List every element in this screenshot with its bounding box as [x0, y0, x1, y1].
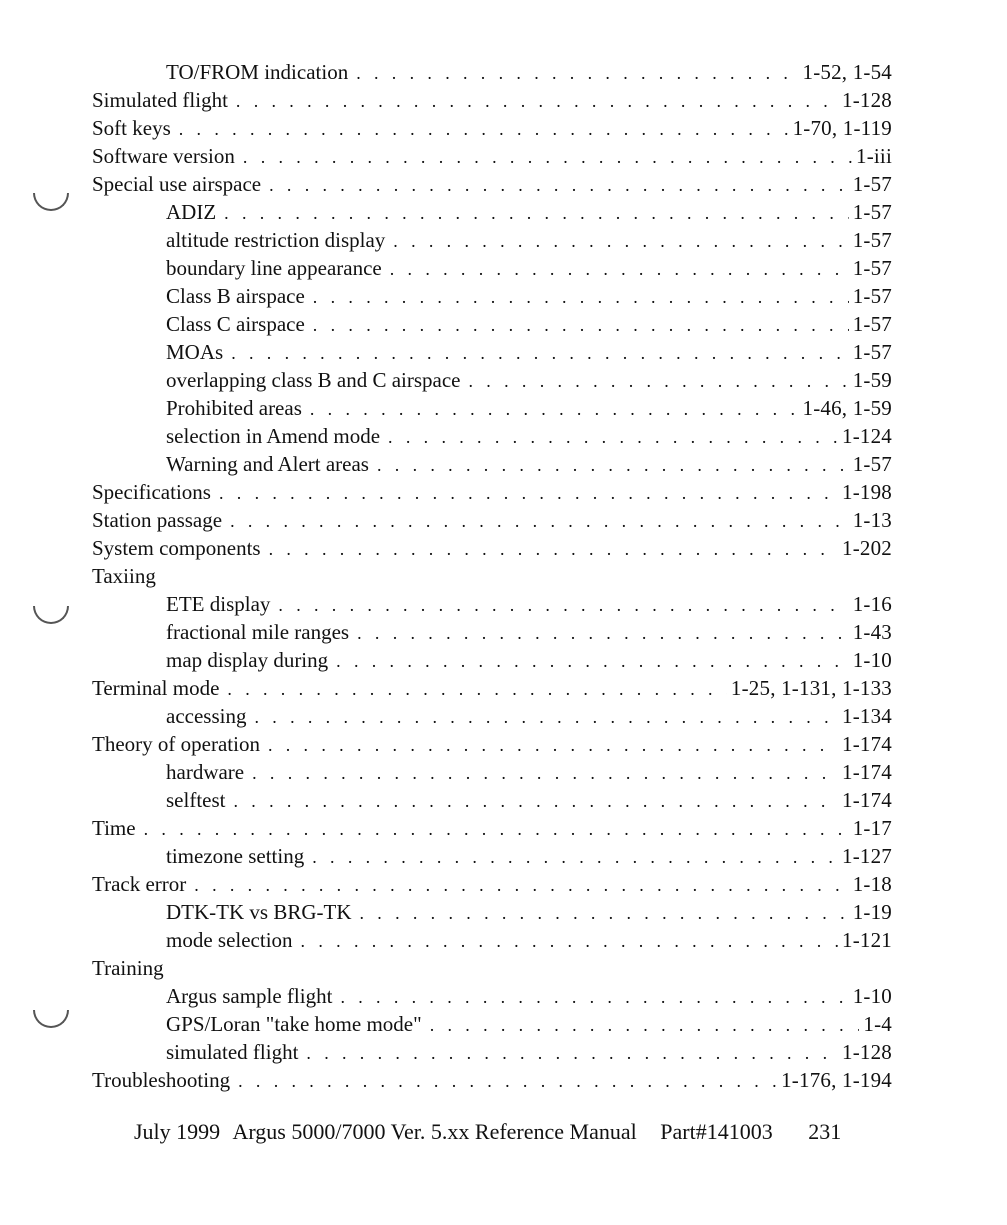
index-term: DTK-TK vs BRG-TK [166, 900, 352, 924]
index-subentry [92, 758, 892, 786]
index-term: Taxiing [92, 564, 156, 588]
dot-leader [278, 591, 848, 619]
index-page-refs: 1-57 [852, 172, 892, 196]
index-subentry [92, 198, 892, 226]
index-page-refs: 1-202 [842, 536, 892, 560]
index-page-refs: 1-176, 1-194 [781, 1068, 892, 1092]
index-term: GPS/Loran "take home mode" [166, 1012, 422, 1036]
index-page-refs: 1-57 [852, 284, 892, 308]
index-page-refs: 1-43 [852, 620, 892, 644]
dot-leader [179, 115, 789, 143]
index-entry [92, 674, 892, 702]
index-page-refs: 1-10 [852, 984, 892, 1008]
index-page-refs: 1-46, 1-59 [802, 396, 892, 420]
index-entry [92, 114, 892, 142]
index-subentry [92, 58, 892, 86]
index-subentry [92, 646, 892, 674]
index-term: selection in Amend mode [166, 424, 381, 448]
index-page-refs: 1-121 [842, 928, 892, 952]
index-term: ETE display [166, 592, 271, 616]
dot-leader [231, 339, 849, 367]
dot-leader [388, 423, 838, 451]
index-page-refs: 1-174 [842, 760, 892, 784]
index-page-refs: 1-174 [842, 732, 892, 756]
index-subentry [92, 254, 892, 282]
index-term: map display during [166, 648, 329, 672]
page-footer [134, 1117, 894, 1147]
dot-leader [390, 255, 849, 283]
index-term: Track error [92, 872, 187, 896]
index-page-refs: 1-57 [852, 452, 892, 476]
index-page-refs: 1-127 [842, 844, 892, 868]
dot-leader [340, 983, 848, 1011]
index-term: TO/FROM indication [166, 60, 349, 84]
dot-leader [313, 283, 849, 311]
index-subentry [92, 394, 892, 422]
footer-title: Argus 5000/7000 Ver. 5.xx Reference Manual [232, 1119, 637, 1144]
index-page-refs: 1-13 [852, 508, 892, 532]
index-entry [92, 86, 892, 114]
dot-leader [306, 1039, 838, 1067]
index-term: System components [92, 536, 261, 560]
index-term: Training [92, 956, 164, 980]
index-term: Prohibited areas [166, 396, 302, 420]
index-subentry [92, 366, 892, 394]
index-subentry [92, 982, 892, 1010]
index-page-refs: 1-134 [842, 704, 892, 728]
dot-leader [254, 703, 838, 731]
dot-leader [301, 927, 838, 955]
dot-leader [238, 1067, 777, 1095]
footer-part-number: Part#141003 [660, 1119, 773, 1144]
index-term: boundary line appearance [166, 256, 382, 280]
dot-leader [393, 227, 848, 255]
index-page-refs: 1-17 [852, 816, 892, 840]
index-page-refs: 1-25, 1-131, 1-133 [730, 676, 892, 700]
dot-leader [243, 143, 852, 171]
index-page-refs: 1-128 [842, 88, 892, 112]
index-entry [92, 478, 892, 506]
binder-hole-mark [33, 193, 69, 211]
binder-hole-mark [33, 606, 69, 624]
dot-leader [227, 675, 727, 703]
index-term: Special use airspace [92, 172, 262, 196]
index-term: Class B airspace [166, 284, 305, 308]
index-term: Station passage [92, 508, 223, 532]
index-subentry [92, 1038, 892, 1066]
binder-hole-mark [33, 1010, 69, 1028]
dot-leader [377, 451, 849, 479]
dot-leader [357, 619, 849, 647]
index-entry [92, 814, 892, 842]
index-subentry [92, 450, 892, 478]
dot-leader [252, 759, 838, 787]
index-subentry [92, 590, 892, 618]
index-term: Soft keys [92, 116, 171, 140]
index-page-refs: 1-128 [842, 1040, 892, 1064]
index-entry [92, 506, 892, 534]
footer-date: July 1999 [134, 1119, 221, 1144]
index-term: Argus sample flight [166, 984, 333, 1008]
index-term: altitude restriction display [166, 228, 386, 252]
index-term: Time [92, 816, 136, 840]
index-page-refs: 1-57 [852, 340, 892, 364]
dot-leader [144, 815, 849, 843]
index-page-refs: 1-iii [856, 144, 892, 168]
index-subentry [92, 702, 892, 730]
index-page-refs: 1-57 [852, 256, 892, 280]
index-entry [92, 870, 892, 898]
dot-leader [269, 171, 849, 199]
index-page-refs: 1-57 [852, 312, 892, 336]
index-term: fractional mile ranges [166, 620, 350, 644]
index-term: Theory of operation [92, 732, 260, 756]
index-entry [92, 1066, 892, 1094]
index-term: mode selection [166, 928, 293, 952]
index-term: simulated flight [166, 1040, 299, 1064]
index-page-refs: 1-124 [842, 424, 892, 448]
index-page-refs: 1-59 [852, 368, 892, 392]
index-term: timezone setting [166, 844, 305, 868]
index-page-refs: 1-10 [852, 648, 892, 672]
dot-leader [269, 535, 838, 563]
index-subentry [92, 422, 892, 450]
dot-leader [230, 507, 849, 535]
index-page-refs: 1-57 [852, 228, 892, 252]
index-term: hardware [166, 760, 245, 784]
index-subentry [92, 926, 892, 954]
dot-leader [313, 311, 849, 339]
index-subentry [92, 786, 892, 814]
index-subentry [92, 338, 892, 366]
index-entry [92, 954, 892, 982]
index-term: selftest [166, 788, 226, 812]
dot-leader [336, 647, 849, 675]
index-term: accessing [166, 704, 247, 728]
index-subentry [92, 842, 892, 870]
index-subentry [92, 618, 892, 646]
index-page-refs: 1-174 [842, 788, 892, 812]
index-entry [92, 142, 892, 170]
dot-leader [356, 59, 798, 87]
index-entry [92, 562, 892, 590]
index-page-refs: 1-18 [852, 872, 892, 896]
index-term: Troubleshooting [92, 1068, 231, 1092]
index-term: Terminal mode [92, 676, 220, 700]
index-page-refs: 1-16 [852, 592, 892, 616]
index-subentry [92, 282, 892, 310]
dot-leader [224, 199, 849, 227]
index-page-refs: 1-19 [852, 900, 892, 924]
index-page-refs: 1-52, 1-54 [802, 60, 892, 84]
index-subentry [92, 310, 892, 338]
dot-leader [219, 479, 838, 507]
dot-leader [359, 899, 848, 927]
index-term: Warning and Alert areas [166, 452, 369, 476]
index-page-refs: 1-70, 1-119 [792, 116, 892, 140]
index-subentry [92, 1010, 892, 1038]
index-page-refs: 1-198 [842, 480, 892, 504]
dot-leader [268, 731, 838, 759]
index-term: Software version [92, 144, 235, 168]
dot-leader [430, 1011, 860, 1039]
dot-leader [236, 87, 838, 115]
index-entry [92, 730, 892, 758]
index-entry [92, 170, 892, 198]
index-term: MOAs [166, 340, 224, 364]
index-subentry [92, 898, 892, 926]
page-number: 231 [808, 1119, 842, 1144]
index-subentry [92, 226, 892, 254]
index-page-refs: 1-57 [852, 200, 892, 224]
dot-leader [233, 787, 838, 815]
index-term: overlapping class B and C airspace [166, 368, 461, 392]
dot-leader [194, 871, 848, 899]
index-entry [92, 534, 892, 562]
dot-leader [310, 395, 799, 423]
dot-leader [312, 843, 838, 871]
index-term: ADIZ [166, 200, 217, 224]
index-term: Simulated flight [92, 88, 228, 112]
dot-leader [469, 367, 849, 395]
index-term: Class C airspace [166, 312, 305, 336]
index-list [92, 58, 892, 1094]
index-term: Specifications [92, 480, 211, 504]
index-page-refs: 1-4 [863, 1012, 892, 1036]
